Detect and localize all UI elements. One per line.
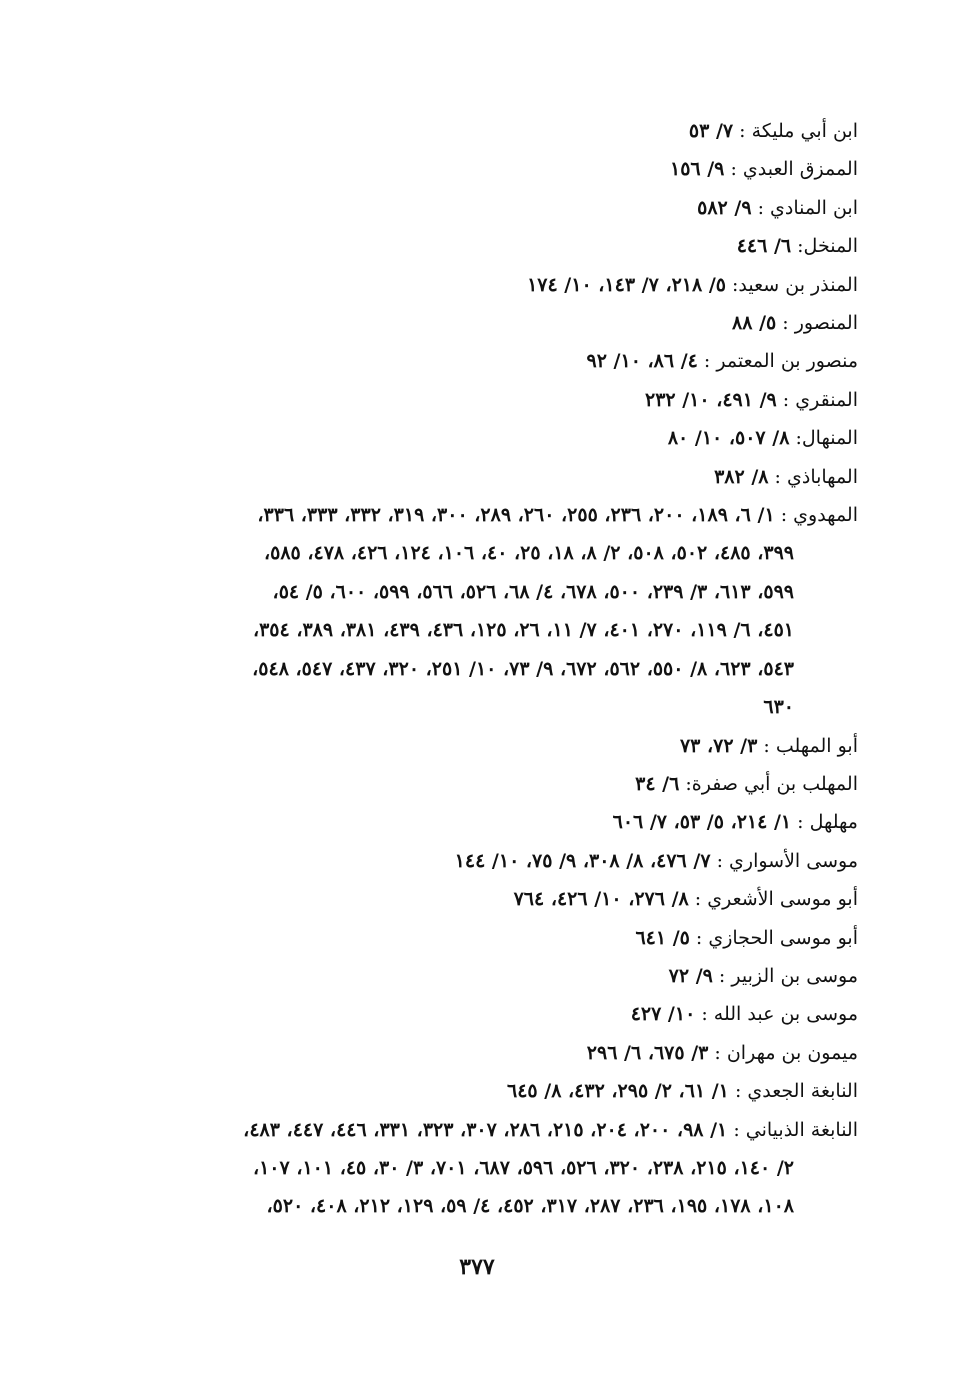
- index-entry: [113, 342, 858, 380]
- index-list: [113, 112, 858, 1226]
- entry-name: المهاباذي :: [774, 465, 858, 488]
- entry-refs: ٤/ ٨٦، ١٠/ ٩٢: [586, 350, 698, 373]
- entry-name: المنذر بن سعيد:: [732, 273, 858, 296]
- entry-refs-line: ٤٥١، ٦/ ١١٩، ٢٧٠، ٤٠١، ٧/ ١١، ٢٦، ١٢٥، ٤٣٦، ٤٣٩، ٣٨١، ٣٨٩، ٣٥٤،: [252, 619, 794, 642]
- entry-refs: ٦/ ٣٤: [635, 772, 680, 795]
- index-entry: [113, 727, 858, 765]
- index-entry: [113, 381, 858, 419]
- entry-refs: ٥/ ٨٨: [732, 312, 777, 335]
- entry-name: مهلهل :: [797, 811, 858, 834]
- entry-refs: ١/ ٢١٤، ٥/ ٥٣، ٧/ ٦٠٦: [612, 811, 792, 834]
- entry-name: منصور بن المعتمر :: [703, 350, 858, 373]
- entry-name: المنخل:: [797, 235, 858, 258]
- index-entry: [113, 842, 858, 880]
- entry-refs: ٦/ ٤٤٦: [736, 235, 792, 258]
- index-entry-mahdawi: [113, 496, 858, 726]
- page-number: ٣٧٧: [459, 1254, 495, 1280]
- entry-name: موسى بن الزبير :: [718, 964, 858, 987]
- entry-name: ابن المنادي :: [757, 196, 858, 219]
- index-entry: [113, 803, 858, 841]
- entry-refs-line: ١/ ٩٨، ٢٠٠، ٢٠٤، ٢١٥، ٢٨٦، ٣٠٧، ٣٢٣، ٣٣١، ٤٤٦، ٤٤٧، ٤٨٣،: [243, 1118, 728, 1141]
- entry-name: المهدوي :: [780, 504, 858, 527]
- index-entry: [113, 458, 858, 496]
- entry-name: موسى بن عبد الله :: [701, 1003, 858, 1026]
- entry-refs: ٥/ ٢١٨، ٧/ ١٤٣، ١٠/ ١٧٤: [527, 273, 726, 296]
- index-entry: [113, 880, 858, 918]
- entry-name: موسى الأسواري :: [716, 849, 858, 872]
- entry-refs: ٥/ ٦٤١: [635, 926, 690, 949]
- entry-refs: ٣/ ٦٧٥، ٦/ ٢٩٦: [586, 1041, 709, 1064]
- entry-name: أبو المهلب :: [763, 734, 858, 757]
- entry-refs-line: ١/ ٦، ١٨٩، ٢٠٠، ٢٣٦، ٢٥٥، ٢٦٠، ٢٨٩، ٣٠٠، ٣١٩، ٣٣٢، ٣٣٣، ٣٣٦،: [257, 504, 775, 527]
- index-entry-nabigha: [113, 1111, 858, 1226]
- index-entry: [113, 957, 858, 995]
- entry-name: المنصور :: [782, 312, 858, 335]
- entry-name: ميمون بن مهران :: [714, 1041, 858, 1064]
- entry-refs-line: ٥٤٣، ٦٢٣، ٨/ ٥٥٠، ٥٦٢، ٦٧٢، ٩/ ٧٣، ١٠/ ٢٥١، ٣٢٠، ٤٣٧، ٥٤٧، ٥٤٨،: [252, 657, 794, 680]
- entry-name: المنهال:: [795, 427, 858, 450]
- entry-name: الممزق العبدي :: [730, 158, 858, 181]
- entry-name: المنقري :: [782, 388, 858, 411]
- entry-refs-line: ١٠٨، ١٧٨، ١٩٥، ٢٣٦، ٢٨٧، ٣١٧، ٤٥٢، ٤/ ٥٩، ١٢٩، ٢١٢، ٤٠٨، ٥٢٠،: [266, 1195, 794, 1218]
- index-entry: [113, 227, 858, 265]
- index-entry: [113, 419, 858, 457]
- entry-refs-line: ٢/ ١٤٠، ٢١٥، ٢٣٨، ٣٢٠، ٥٢٦، ٥٩٦، ٦٨٧، ٧٠١، ٣/ ٣٠، ٤٥، ١٠١، ١٠٧،: [252, 1156, 794, 1179]
- index-entry: [113, 266, 858, 304]
- entry-name: أبو موسى الأشعري :: [694, 888, 858, 911]
- entry-refs: ٩/ ٥٨٢: [697, 196, 752, 219]
- entry-refs: ٨/ ٥٠٧، ١٠/ ٨٠: [667, 427, 790, 450]
- entry-refs: ٩/ ٧٢: [668, 964, 713, 987]
- index-entry: [113, 765, 858, 803]
- entry-refs: ٧/ ٤٧٦، ٨/ ٣٠٨، ٩/ ٧٥، ١٠/ ١٤٤: [454, 849, 711, 872]
- index-entry: [113, 112, 858, 150]
- index-entry: [113, 304, 858, 342]
- entry-name: المهلب بن أبي صفرة:: [685, 772, 858, 795]
- index-entry: [113, 150, 858, 188]
- entry-name: أبو موسى الحجازي :: [695, 926, 858, 949]
- entry-refs: ١٠/ ٤٢٧: [630, 1003, 696, 1026]
- entry-refs: ٨/ ٢٧٦، ١٠/ ٤٢٦، ٧٦٤: [513, 888, 689, 911]
- entry-refs: ٣/ ٧٢، ٧٣: [679, 734, 758, 757]
- entry-name: ابن أبي مليكة :: [739, 120, 858, 142]
- entry-refs: ٩/ ١٥٦: [669, 158, 725, 181]
- entry-refs: ٨/ ٣٨٢: [714, 465, 769, 488]
- entry-refs-line: ٣٩٩، ٤٨٥، ٥٠٢، ٥٠٨، ٢/ ٨، ١٨، ٢٥، ٤٠، ١٠٦، ١٢٤، ٤٢٦، ٤٧٨، ٥٨٥،: [263, 542, 794, 565]
- index-entry: [113, 1034, 858, 1072]
- entry-name: النابغة الجعدي :: [734, 1080, 858, 1103]
- entry-refs: ٧/ ٥٣: [688, 120, 734, 142]
- entry-name: النابغة الذبياني :: [733, 1118, 858, 1141]
- index-entry: [113, 919, 858, 957]
- entry-refs-line: ٥٩٩، ٦١٣، ٣/ ٢٣٩، ٥٠٠، ٦٧٨، ٤/ ٦٨، ٥٢٦، ٥٦٦، ٥٩٩، ٦٠٠، ٥/ ٥٤،: [272, 580, 794, 603]
- index-entry: [113, 189, 858, 227]
- entry-refs-line: ٦٣٠: [763, 696, 794, 719]
- entry-refs: ٩/ ٤٩١، ١٠/ ٢٣٢: [644, 388, 777, 411]
- index-entry: [113, 995, 858, 1033]
- entry-refs: ١/ ٦١، ٢/ ٢٩٥، ٤٣٢، ٨/ ٦٤٥: [507, 1080, 729, 1103]
- index-entry: [113, 1072, 858, 1110]
